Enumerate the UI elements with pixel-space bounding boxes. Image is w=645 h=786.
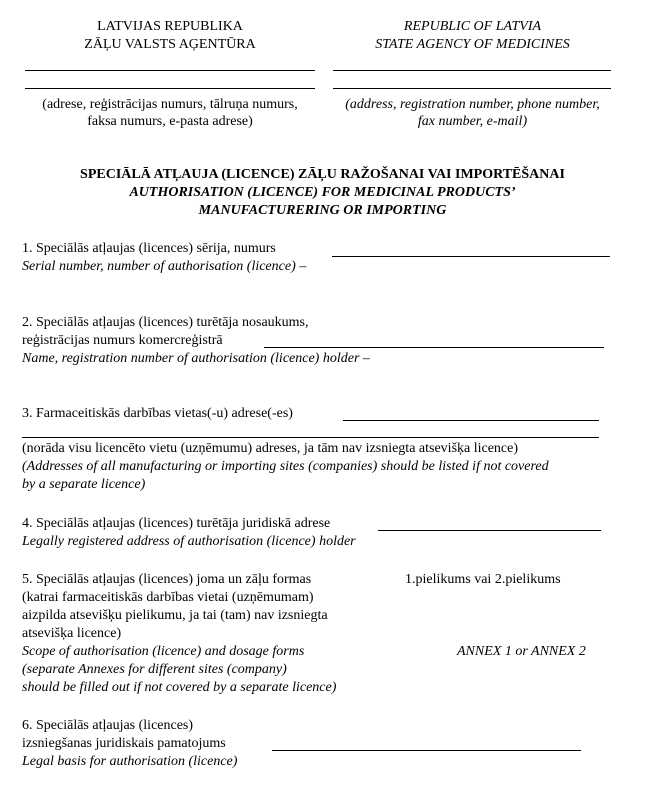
header-left-caption1: (adrese, reģistrācijas numurs, tālruņa numurs, (42, 97, 298, 112)
item2-label-lv2: reģistrācijas numurs komercreģistrā (22, 333, 223, 348)
item3-note-en2: by a separate licence) (22, 477, 146, 492)
item4-label-lv: 4. Speciālās atļaujas (licences) turētāja juridiskā adrese (22, 516, 331, 531)
item5-label-en1: Scope of authorisation (licence) and dosage forms (22, 644, 305, 659)
header-right-caption1: (address, registration number, phone number, (345, 97, 600, 112)
header-right-line1: REPUBLIC OF LATVIA (403, 19, 542, 34)
item6-label-en: Legal basis for authorisation (licence) (22, 754, 238, 769)
item6-label-lv2: izsniegšanas juridiskais pamatojums (22, 736, 226, 751)
header-left-caption2: faksa numurs, e-pasta adrese) (87, 114, 253, 129)
item5-label-en2: (separate Annexes for different sites (company) (22, 662, 287, 677)
item5-label-lv1: 5. Speciālās atļaujas (licences) joma un zāļu formas (22, 572, 312, 587)
item3-label-lv: 3. Farmaceitiskās darbības vietas(-u) adrese(-es) (22, 406, 293, 421)
item4-label-en: Legally registered address of authorisation (licence) holder (22, 534, 356, 549)
header-left-line-a (25, 70, 315, 71)
item5-label-lv3: aizpilda atsevišķu pielikumu, ja tai (tam) nav izsniegta (22, 608, 328, 623)
title-en-line1: AUTHORISATION (LICENCE) FOR MEDICINAL PRODUCTS’ (129, 185, 516, 200)
item4-fill-line (378, 530, 601, 531)
item2-label-en: Name, registration number of authorisation (licence) holder – (22, 351, 370, 366)
item5-label-lv2: (katrai farmaceitiskās darbības vietai (uzņēmumam) (22, 590, 314, 605)
item1-label-en: Serial number, number of authorisation (licence) – (22, 259, 307, 274)
item5-annex-lv: 1.pielikums vai 2.pielikums (405, 572, 561, 587)
item3-note-lv: (norāda visu licencēto vietu (uzņēmumu) adreses, ja tām nav izsniegta atsevišķa licence) (22, 441, 519, 456)
header-right-line2: STATE AGENCY OF MEDICINES (375, 37, 570, 52)
item5-annex-en: ANNEX 1 or ANNEX 2 (457, 644, 586, 659)
header-left-line1: LATVIJAS REPUBLIKA (97, 19, 243, 34)
item3-note-en1: (Addresses of all manufacturing or importing sites (companies) should be listed if not covered (22, 459, 549, 474)
header-right-line-b (333, 88, 611, 89)
item6-label-lv1: 6. Speciālās atļaujas (licences) (22, 718, 194, 733)
item2-fill-line (264, 347, 604, 348)
item3-fill-line-2 (22, 437, 599, 438)
item2-label-lv1: 2. Speciālās atļaujas (licences) turētāja nosaukums, (22, 315, 309, 330)
item5-label-en3: should be filled out if not covered by a separate licence) (22, 680, 337, 695)
item3-fill-line (343, 420, 599, 421)
item5-label-lv4: atsevišķa licence) (22, 626, 122, 641)
header-right-line-a (333, 70, 611, 71)
header-left-line-b (25, 88, 315, 89)
item1-label-lv: 1. Speciālās atļaujas (licences) sērija, numurs (22, 241, 276, 256)
header-left-line2: ZĀĻU VALSTS AĢENTŪRA (84, 37, 256, 52)
title-en-line2: MANUFACTURERING OR IMPORTING (198, 203, 447, 218)
header-right-caption2: fax number, e-mail) (417, 114, 528, 129)
item6-fill-line (272, 750, 581, 751)
item1-fill-line (332, 256, 610, 257)
title-lv: SPECIĀLĀ ATĻAUJA (LICENCE) ZĀĻU RAŽOŠANAI VAI IMPORTĒŠANAI (80, 167, 565, 182)
